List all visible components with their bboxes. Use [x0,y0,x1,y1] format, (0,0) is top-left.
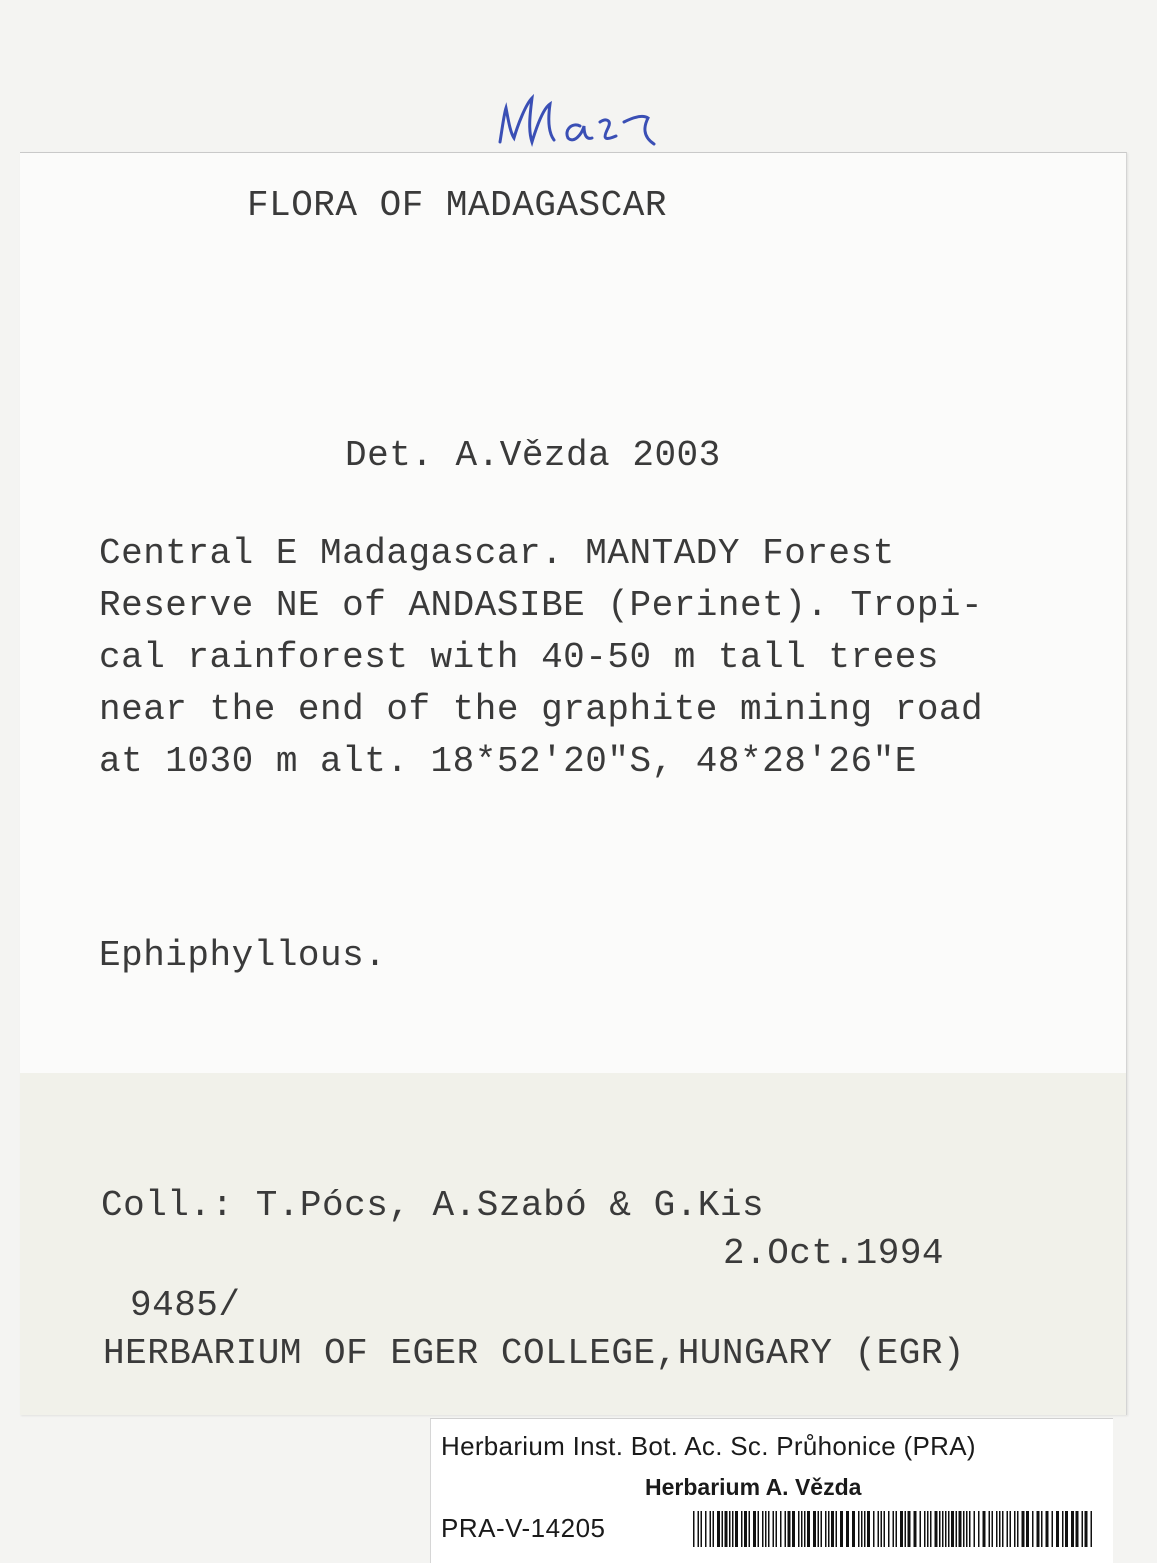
locality-text [99,528,983,788]
collectors-line: Coll.: T.Pócs, A.Szabó & G.Kis [101,1185,765,1226]
label-title: FLORA OF MADAGASCAR [247,185,667,226]
herbarium-line: HERBARIUM OF EGER COLLEGE,HUNGARY (EGR) [103,1333,966,1374]
determination-line: Det. A.Vězda 2003 [345,435,721,476]
collection-number: 9485/ [130,1285,241,1326]
habitat-text: Ephiphyllous. [99,935,387,976]
locality-line: near the end of the graphite mining road [99,689,984,730]
stamp-institution: Herbarium Inst. Bot. Ac. Sc. Průhonice (PRA) [441,1431,976,1461]
locality-line: cal rainforest with 40-50 m tall trees [99,637,939,678]
handwritten-annotation [492,92,682,156]
herbarium-stamp [430,1418,1113,1563]
locality-line: Central E Madagascar. MANTADY Forest [99,533,895,574]
barcode [693,1511,1097,1547]
locality-line: Reserve NE of ANDASIBE (Perinet). Tropi- [99,585,984,626]
specimen-id: PRA-V-14205 [441,1513,606,1543]
stamp-herbarium-name: Herbarium A. Vězda [645,1474,862,1500]
collection-date: 2.Oct.1994 [723,1233,945,1274]
locality-line: at 1030 m alt. 18*52'20"S, 48*28'26"E [99,741,917,782]
